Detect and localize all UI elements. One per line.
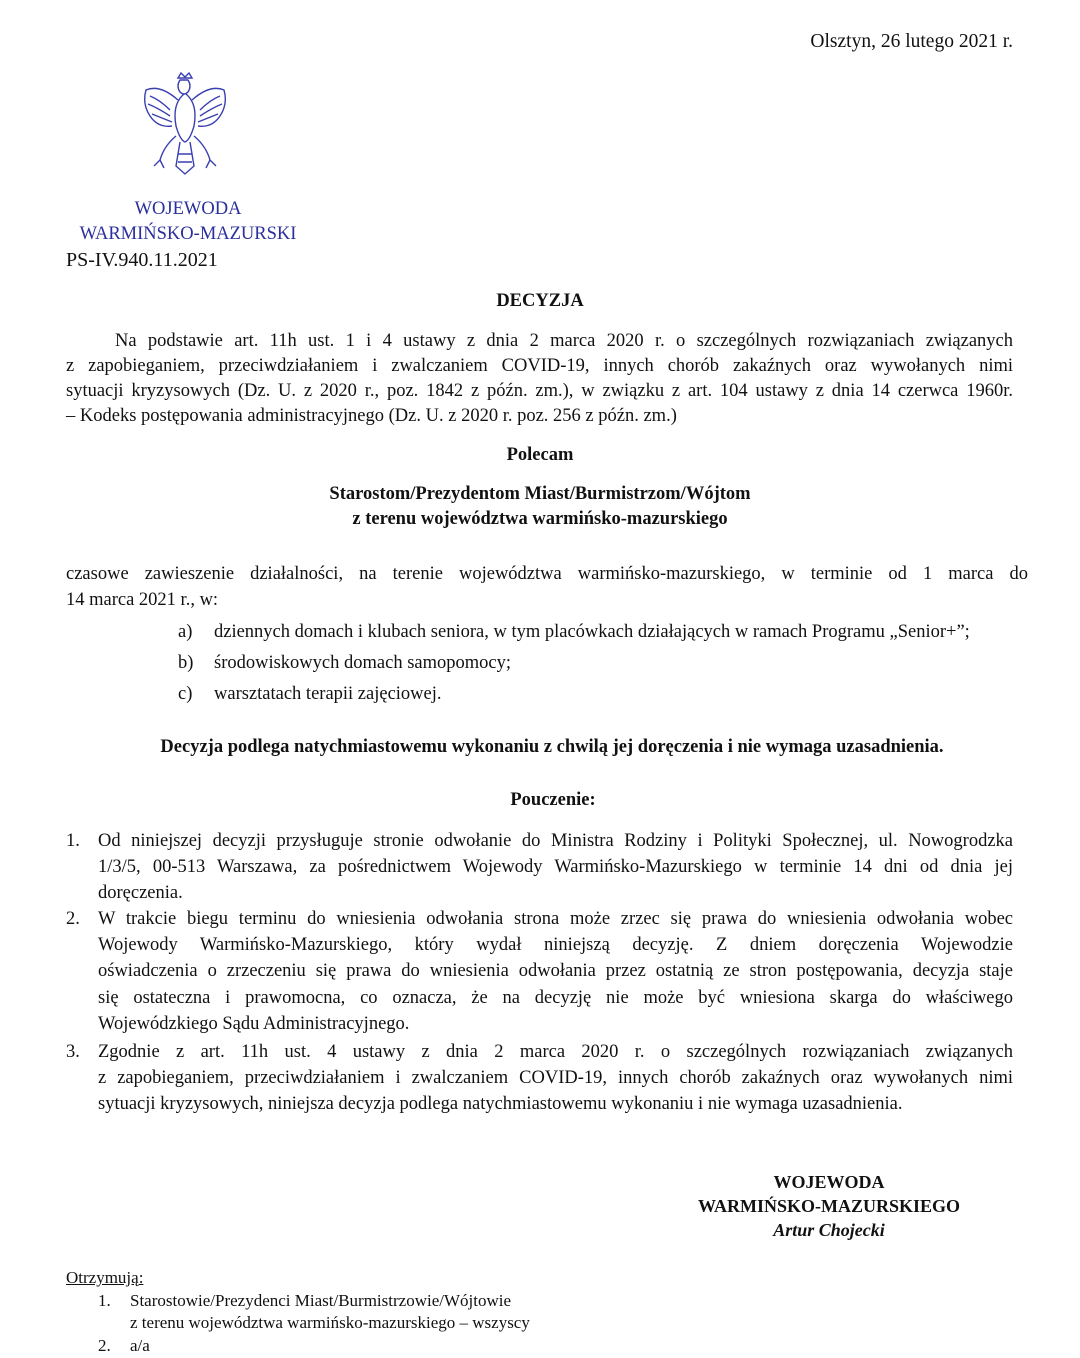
intro-line: sytuacji kryzysowych (Dz. U. z 2020 r., poz. 1842 z późn. zm.), w związku z art. 104 ustawy z dnia 14 czerwca 1960r.	[66, 381, 1013, 401]
pouczenie-line: Od niniejszej decyzji przysługuje stronie odwołanie do Ministra Rodziny i Polityki Społecznej, ul. Nowogrodzka	[98, 831, 1013, 851]
authority-line2: WARMIŃSKO-MAZURSKI	[79, 224, 297, 244]
pouczenie-line: oświadczenia o zrzeczeniu się prawa do wniesienia odwołania przez ostatnią ze stron postępowania, decyzja staje	[98, 961, 1013, 981]
signatory-name: Artur Chojecki	[773, 1220, 885, 1240]
recipient-line: a/a	[130, 1336, 150, 1355]
order-item-label: b)	[178, 653, 194, 673]
authority-line1: WOJEWODA	[134, 199, 242, 219]
order-item-text: warsztatach terapii zajęciowej.	[214, 684, 442, 704]
signature-title-line1: WOJEWODA	[773, 1172, 885, 1192]
pouczenie-line: sytuacji kryzysowych, niniejsza decyzja podlega natychmiastowemu wykonaniu i nie wymaga uzasadnienia.	[98, 1094, 903, 1114]
order-item-text: dziennych domach i klubach seniora, w tym placówkach działających w ramach Programu „Senior+”;	[214, 622, 970, 642]
reference-number: PS-IV.940.11.2021	[66, 249, 218, 271]
recipient-line: z terenu województwa warmińsko-mazurskiego – wszyscy	[130, 1313, 530, 1332]
pouczenie-line: Zgodnie z art. 11h ust. 4 ustawy z dnia 2 marca 2020 r. o szczególnych rozwiązaniach związanych	[98, 1042, 1013, 1062]
pouczenie-number: 3.	[66, 1042, 80, 1062]
intro-line: – Kodeks postępowania administracyjnego (Dz. U. z 2020 r. poz. 256 z późn. zm.)	[66, 406, 677, 426]
pouczenie-line: 1/3/5, 00-513 Warszawa, za pośrednictwem Wojewody Warmińsko-Mazurskiego w terminie 14 dni od dnia jej	[98, 857, 1013, 877]
recipients-heading: Otrzymują:	[66, 1268, 144, 1287]
document-date: Olsztyn, 26 lutego 2021 r.	[810, 31, 1013, 52]
pouczenie-line: z zapobieganiem, przeciwdziałaniem i zwalczaniem COVID-19, innych chorób zakaźnych oraz wywołanych nimi	[98, 1068, 1013, 1088]
addressee-line2: z terenu województwa warmińsko-mazurskiego	[352, 509, 728, 529]
order-item-label: c)	[178, 684, 193, 704]
pouczenie-line: doręczenia.	[98, 883, 183, 903]
pouczenie-line: się ostateczna i prawomocna, co oznacza, że na decyzję nie może być wniesiona skarga do właściwego	[98, 988, 1013, 1008]
signature-title-line2: WARMIŃSKO-MAZURSKIEGO	[697, 1196, 961, 1216]
pouczenie-number: 2.	[66, 909, 80, 929]
pouczenie-heading: Pouczenie:	[510, 790, 596, 810]
pouczenie-line: W trakcie biegu terminu do wniesienia odwołania strona może zrzec się prawa do wniesienia odwołania wobec	[98, 909, 1013, 929]
order-item-text: środowiskowych domach samopomocy;	[214, 653, 511, 673]
order-line: czasowe zawieszenie działalności, na terenie województwa warmińsko-mazurskiego, w terminie od 1 marca do	[66, 564, 1028, 584]
order-line: 14 marca 2021 r., w:	[66, 590, 219, 610]
polish-eagle-emblem-icon	[140, 70, 230, 176]
pouczenie-line: Wojewody Warmińsko-Mazurskiego, który wydał niniejszą decyzję. Z dniem doręczenia Wojewodzie	[98, 935, 1013, 955]
intro-line: Na podstawie art. 11h ust. 1 i 4 ustawy z dnia 2 marca 2020 r. o szczególnych rozwiązaniach związanych	[115, 331, 1013, 351]
recipient-number: 1.	[98, 1291, 111, 1310]
pouczenie-number: 1.	[66, 831, 80, 851]
pouczenie-line: Wojewódzkiego Sądu Administracyjnego.	[98, 1014, 410, 1034]
addressee-line1: Starostom/Prezydentom Miast/Burmistrzom/Wójtom	[329, 484, 751, 504]
order-item-label: a)	[178, 622, 193, 642]
document-title: DECYZJA	[496, 291, 584, 311]
polecam-heading: Polecam	[506, 445, 574, 465]
recipient-number: 2.	[98, 1336, 111, 1355]
recipient-line: Starostowie/Prezydenci Miast/Burmistrzowie/Wójtowie	[130, 1291, 512, 1310]
immediate-execution-note: Decyzja podlega natychmiastowemu wykonaniu z chwilą jej doręczenia i nie wymaga uzasadnienia.	[160, 737, 944, 757]
intro-line: z zapobieganiem, przeciwdziałaniem i zwalczaniem COVID-19, innych chorób zakaźnych oraz wywołanych nimi	[66, 356, 1013, 376]
